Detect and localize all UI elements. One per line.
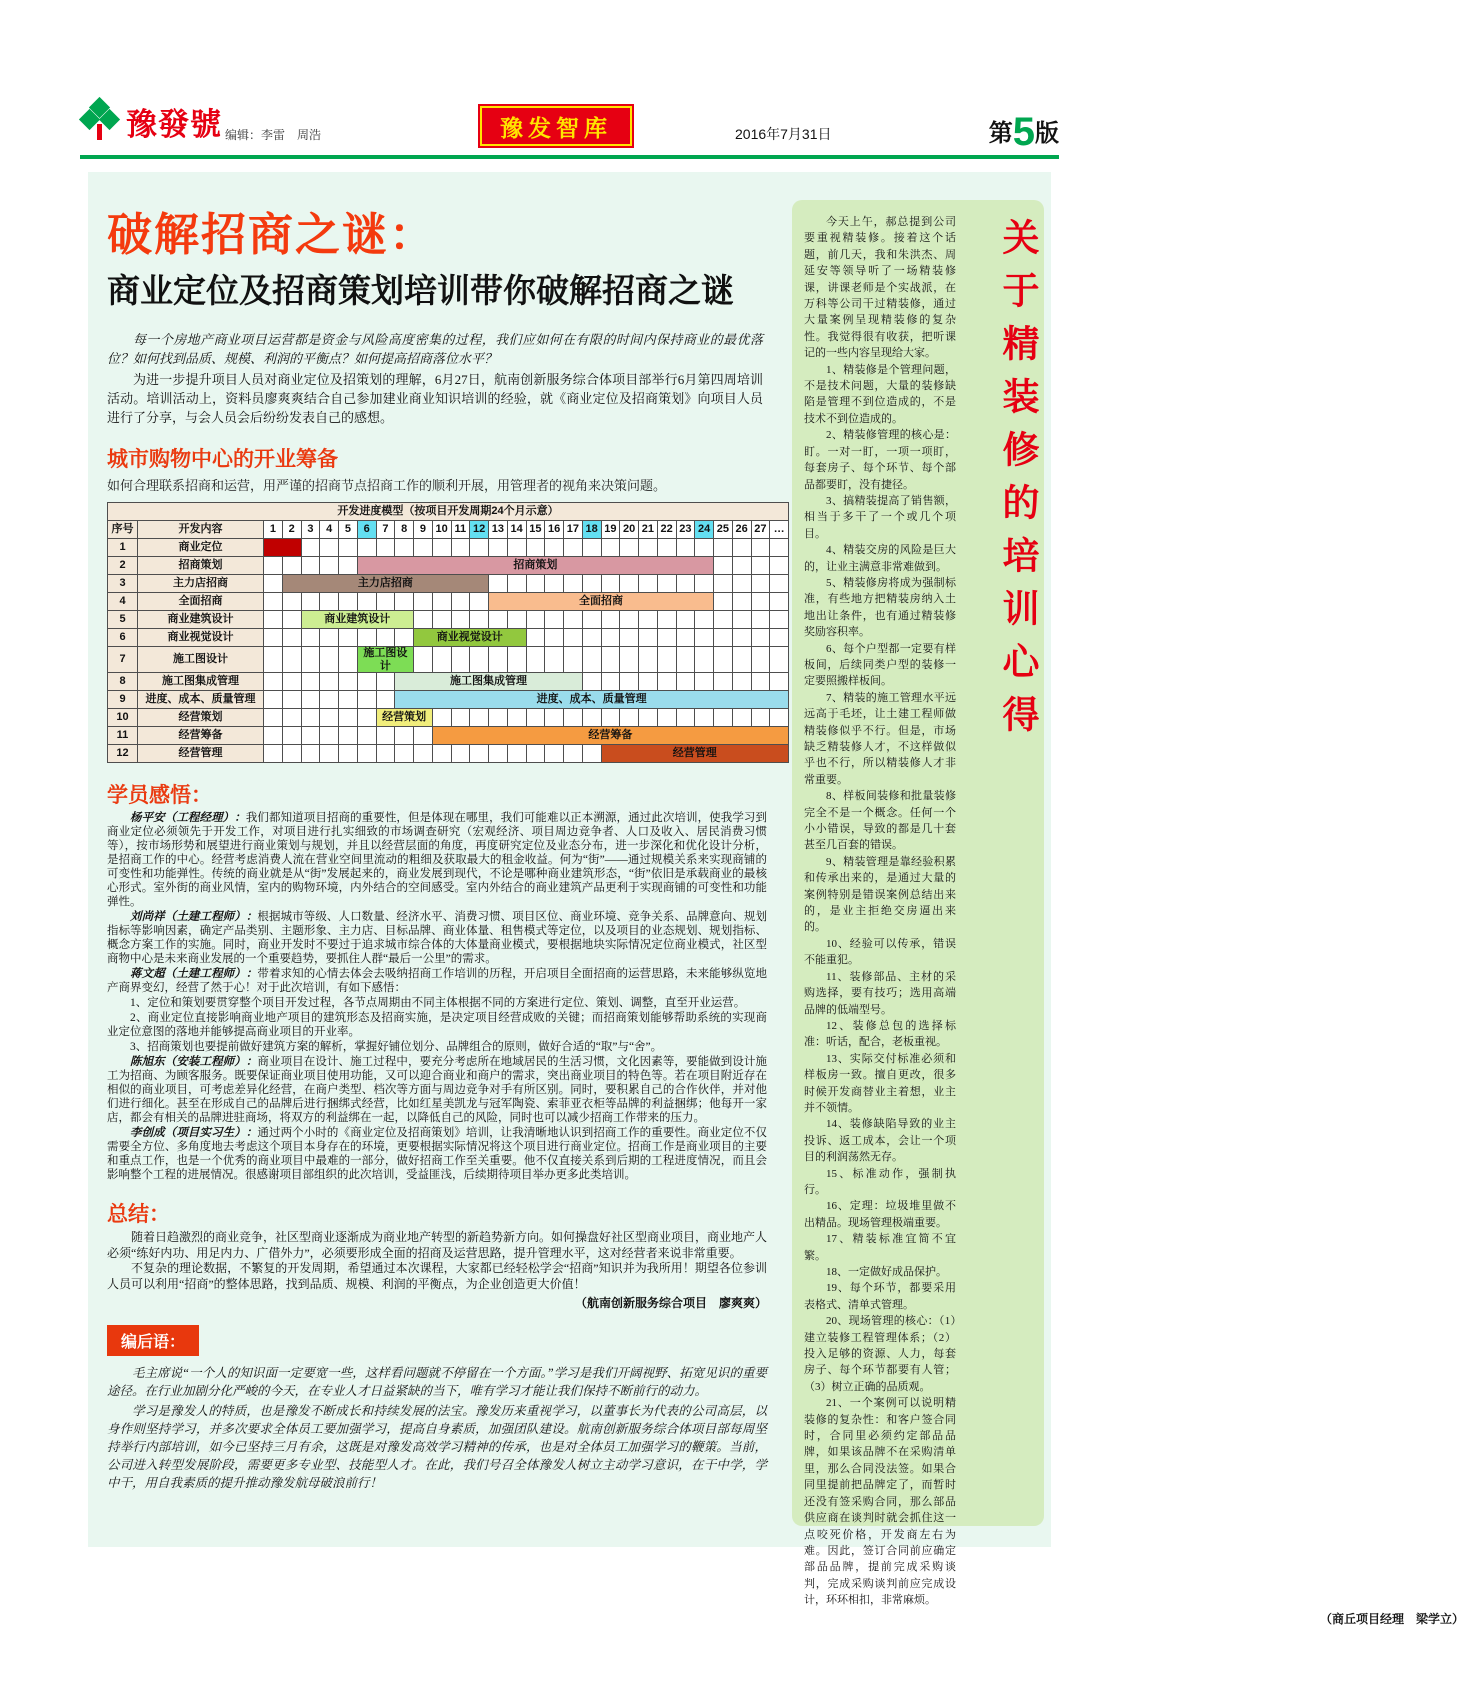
sidebar-item: 9、精装管理是靠经验积累和传承出来的，是通过大量的案例特别是错误案例总结出来的，是业主拒绝交房逼出来的。 — [804, 855, 956, 934]
feedback-paragraph: 杨平安（工程经理）：我们都知道项目招商的重要性，但是体现在哪里，我们可能难以正本溯源，通过此次培训，使我学习到商业定位必须领先于开发工作，对项目进行扎实细致的市场调查研究（宏观经济、项目周边竞争者、人口及收入、居民消费习惯等），按市场形势和展望进行商业策划与规划，并且以经营层面的角度，再度研究定位及业态分布，进一步深化和优化设计分析，是招商工作的中心。经营考虑消费人流在营业空间里流动的粗细及获取最大的租金收益。何为“街”——通过规模关系来实现商铺的可变性和功能弹性。传统的商业就是从“街”发展起来的，商业发展到现代，不论是哪种商业建筑形态，“街”依旧是承载商业的最核心形式。室外街的商业风情，室内的购物环境，内外结合的空间感受。室内外结合的商业建筑产品更利于实现商铺的可变性和功能弹性。 — [107, 812, 768, 909]
editors-note — [107, 1325, 767, 1492]
feedback-point: 3、招商策划也要提前做好建筑方案的解析，掌握好铺位划分、品牌组合的原则，做好合适的“取”与“舍”。 — [130, 1041, 663, 1054]
sidebar-item: 17、精装标准宜简不宜繁。 — [804, 1233, 956, 1262]
gantt-task-row: 1 商业定位 — [108, 539, 789, 557]
sidebar-item: 14、装修缺陷导致的业主投诉、返工成本，会让一个项目的利润荡然无存。 — [804, 1118, 956, 1164]
feedback-paragraph: 李创成（项目实习生）：通过两个小时的《商业定位及招商策划》培训，让我清晰地认识到招商工作的重要性。商业定位不仅需要全方位、多角度地去考虑这个项目本身存在的环境，更要根据实际情况将这个项目进行商业定位。招商工作是商业项目的主要和重点工作，也是一个优秀的商业项目中最难的一部分，做好招商工作至关重要。他不仅直接关系到后期的工程进度情况，而且会影响整个工程的进展情况。很感谢项目部组织的此次培训，受益匪浅，后续期待项目举办更多此类培训。 — [107, 1127, 767, 1182]
gantt-task-row: 5 商业建筑设计 商业建筑设计 — [108, 611, 789, 629]
gantt-bar: 全面招商 — [489, 593, 714, 611]
feedback-point: 1、定位和策划要贯穿整个项目开发过程，各节点周期由不同主体根据不同的方案进行定位、策划、调整，直至开业运营。 — [130, 997, 746, 1010]
gantt-task-row: 8 施工图集成管理 施工图集成管理 — [108, 673, 789, 691]
editors-note-paragraph: 学习是豫发人的特质，也是豫发不断成长和持续发展的法宝。豫发历来重视学习，以董事长为代表的公司高层，以身作则坚持学习，并多次要求全体员工要加强学习，提高自身素质，加强团队建设。航南创新服务综合体项目部每周坚持举行内部培训，如今已坚持三月有余，这既是对豫发高效学习精神的传承，也是对全体员工加强学习的鞭策。当前，公司进入转型发展阶段，需要更多专业型、技能型人才。在此，我们号召全体豫发人树立主动学习意识，在干中学，学中干，用自我素质的提升推动豫发航母破浪前行！ — [107, 1404, 767, 1491]
gantt-bar: 经营管理 — [601, 745, 789, 763]
masthead — [80, 92, 1059, 154]
sidebar-item: 6、每个户型都一定要有样板间，后续同类户型的装修一定要照搬样板间。 — [804, 642, 956, 688]
sidebar-item: 7、精装的施工管理水平远远高于毛坯，让土建工程师做精装修似乎不行。但是，市场缺乏精装修人才，不这样做似乎也不行，所以精装修人才非常重要。 — [804, 691, 956, 786]
summary-paragraph: 随着日趋激烈的商业竞争，社区型商业逐渐成为商业地产转型的新趋势新方向。如何操盘好社区型商业项目，商业地产人必须“练好内功、用足内力、广借外力”，必须要形成全面的招商及运营思路，提升管理水平，这对经营者来说非常重要。 — [107, 1230, 768, 1260]
gantt-bar: 经营策划 — [376, 709, 432, 727]
gantt-task-row: 9 进度、成本、质量管理 进度、成本、质量管理 — [108, 691, 789, 709]
section-heading: 城市购物中心的开业筹备 — [107, 448, 338, 471]
gantt-bar: 经营筹备 — [432, 727, 788, 745]
sidebar-item: 15、标准动作，强制执行。 — [804, 1167, 956, 1196]
gantt-task-row: 3 主力店招商 主力店招商 — [108, 575, 789, 593]
sidebar-item: 4、精装交房的风险是巨大的，让业主满意非常难做到。 — [804, 544, 956, 573]
gantt-bar: 施工图设计 — [357, 647, 413, 673]
gantt-task-row: 11 经营筹备 经营筹备 — [108, 727, 789, 745]
feedback-point: 2、商业定位直接影响商业地产项目的建筑形态及招商实施，是决定项目经营成败的关键；而招商策划能够帮助系统的实现商业定位意图的落地并能够提高商业项目的开业率。 — [107, 1012, 767, 1039]
sidebar-item: 3、搞精装提高了销售额，相当于多干了一个或几个项目。 — [804, 494, 956, 540]
sidebar-item: 10、经验可以传承，错误不能重犯。 — [804, 937, 956, 967]
sidebar-item: 13、实际交付标准必须和样板房一致。擅自更改，很多时候开发商替业主着想，业主并不领情。 — [804, 1052, 956, 1114]
sidebar-item: 5、精装修房将成为强制标准，有些地方把精装房纳入土地出让条件，也有通过精装修奖励容积率。 — [804, 576, 956, 639]
sidebar-item: 2、精装修管理的核心是：盯。一对一盯，一项一项盯，每套房子、每个环节、每个部品都要盯，没有捷径。 — [804, 429, 956, 491]
editors-note-badge: 编后语： — [107, 1325, 199, 1356]
article-subtitle: 商业定位及招商策划培训带你破解招商之谜 — [107, 272, 734, 309]
green-divider — [80, 155, 1059, 159]
gantt-table — [107, 502, 789, 763]
gantt-task-row: 12 经营管理 经营管理 — [108, 745, 789, 763]
gantt-bar: 施工图集成管理 — [395, 673, 583, 691]
sidebar-signature: （商丘项目经理 梁学立） — [1319, 1611, 1464, 1626]
sidebar-item: 12、装修总包的选择标准：听话，配合，老板重视。 — [804, 1019, 956, 1049]
gantt-bar — [264, 539, 302, 557]
sidebar-item: 20、现场管理的核心：（1）建立装修工程管理体系；（2）投入足够的资源、人力，每套房子、每个环节都要有人管；（3）树立正确的品质观。 — [804, 1315, 956, 1393]
issue-date: 2016年7月31日 — [735, 126, 832, 142]
sidebar-column — [792, 200, 1464, 1626]
sidebar-item: 16、定理：垃圾堆里做不出精品。现场管理极端重要。 — [804, 1200, 956, 1229]
gantt-task-row: 6 商业视觉设计 商业视觉设计 — [108, 629, 789, 647]
feedback-paragraph: 刘尚祥（土建工程师）：根据城市等级、人口数量、经济水平、消费习惯、项目区位、商业环境、竞争关系、品牌意向、规划指标等影响因素，确定产品类别、主题形象、主力店、目标品牌、商业体量、租售模式等定位，以及项目的业态规划、规划指标、概念方案工作的实施。同时，商业开发时不要过于追求城市综合体的大体量商业模式，要根据地块实际情况定位商业模式，社区型商物中心是未来商业发展的一个重要趋势，要抓住人群“最后一公里”的需求。 — [107, 911, 767, 966]
newspaper-logo — [80, 98, 222, 144]
feedback-paragraph: 蒋文超（土建工程师）：带着求知的心情去体会去吸纳招商工作培训的历程，开启项目全面招商的运营思路，未来能够纵览地产商界变幻，经营了然于心！对于此次培训，有如下感悟： — [107, 968, 767, 995]
intro-paragraph: 每一个房地产商业项目运营都是资金与风险高度密集的过程，我们应如何在有限的时间内保持商业的最优落位？如何找到品质、规模、利润的平衡点？如何提高招商落位水平？ — [107, 332, 763, 366]
gantt-bar: 进度、成本、质量管理 — [395, 691, 789, 709]
sidebar-item: 8、样板间装修和批量装修完全不是一个概念。任何一个小小错误，导致的都是几十套甚至几百套的错误。 — [804, 790, 956, 852]
gantt-task-row: 4 全面招商 全面招商 — [108, 593, 789, 611]
summary-heading: 总结： — [107, 1203, 170, 1227]
editors-note-paragraph: 毛主席说“一个人的知识面一定要宽一些，这样看问题就不停留在一个方面。”学习是我们开阔视野、拓宽见识的重要途径。在行业加剧分化严峻的今天，在专业人才日益紧缺的当下，唯有学习才能让我们保持不断前行的动力。 — [107, 1366, 767, 1399]
page-number: 第5版 — [988, 110, 1059, 154]
gantt-bar: 招商策划 — [357, 557, 713, 575]
feedback-list — [107, 811, 791, 1182]
main-article-column — [107, 198, 791, 1494]
sidebar-item: 11、装修部品、主材的采购选择，要有技巧；选用高端品牌的低端型号。 — [804, 970, 956, 1016]
feedback-paragraph: 陈旭东（安装工程师）：商业项目在设计、施工过程中，要充分考虑所在地域居民的生活习惯，文化因素等，要能做到设计施工为招商、为顾客服务。既要保证商业项目使用功能，又可以迎合商业和商户的需求，突出商业项目的特色等。若在项目附近存在相似的商业项目，可考虑差异化经营，在商户类型、档次等方面与周边竞争对手有所区别。同时，要积累自己的合作伙伴，并对他们进行细化。甚至在形成自己的品牌后进行捆绑式经营，比如红星美凯龙与冠军陶瓷、索菲亚衣柜等品牌的利益捆绑；他每开一家店，都会有相关的品牌进驻商场，将双方的利益绑在一起，以降低自己的风险，同时也可以减少招商工作带来的压力。 — [107, 1056, 767, 1125]
gantt-task-row: 2 招商策划 招商策划 — [108, 557, 789, 575]
sidebar-item: 18、一定做好成品保护。 — [826, 1266, 947, 1278]
article-title: 破解招商之谜： — [107, 209, 437, 260]
sidebar-item: 21、一个案例可以说明精装修的复杂性：和客户签合同时，合同里必须约定部品品牌，如果该品牌不在采购清单里，那么合同没法签。如果合同里提前把品牌定了，而暂时还没有签采购合同，那么部品供应商在谈判时就会抓住这一点咬死价格，开发商左右为难。因此，签订合同前应确定部品品牌，提前完成采购谈判，完成采购谈判前应完成设计，环环相扣，非常麻烦。 — [804, 1397, 956, 1607]
gantt-task-row: 7 施工图设计 施工图设计 — [108, 647, 789, 673]
section-subtext: 如何合理联系招商和运营，用严谨的招商节点招商工作的顺利开展，用管理者的视角来决策问题。 — [107, 478, 667, 493]
logo-text: 豫發號 — [126, 106, 222, 142]
summary-signature: （航南创新服务综合项目 廖爽爽） — [574, 1296, 767, 1311]
gantt-bar: 商业建筑设计 — [301, 611, 414, 629]
masthead-badge: 豫发智库 — [480, 106, 632, 146]
sidebar-intro: 今天上午，郝总提到公司要重视精装修。接着这个话题，前几天，我和朱洪杰、周延安等领导听了一场精装修课，讲课老师是个实战派，在万科等公司干过精装修，通过大量案例呈现精装修的复杂性。我觉得很有收获，把听课记的一些内容呈现给大家。 — [804, 216, 956, 360]
intro-paragraph: 为进一步提升项目人员对商业定位及招策划的理解，6月27日，航南创新服务综合体项目部举行6月第四周培训活动。培训活动上，资料员廖爽爽结合自己参加建业商业知识培训的经验，就《商业定位及招商策划》向项目人员进行了分享，与会人员会后纷纷发表自己的感想。 — [107, 372, 763, 425]
feedback-heading: 学员感悟： — [107, 784, 212, 808]
gantt-bar: 商业视觉设计 — [414, 629, 527, 647]
summary-paragraph: 不复杂的理论数据，不繁复的开发周期，希望通过本次课程，大家都已经轻松学会“招商”知识并为我所用！期望各位参训人员可以利用“招商”的整体思路，找到品质、规模、利润的平衡点，为企业创造更大价值！ — [107, 1261, 767, 1291]
sidebar-item: 19、每个环节，都要采用表格式、清单式管理。 — [804, 1282, 956, 1311]
sidebar-vertical-title: 关于精装修的培训心得 — [997, 218, 1038, 748]
clover-logo-icon — [80, 98, 120, 144]
sidebar-item: 1、精装修是个管理问题，不是技术问题，大量的装修缺陷是管理不到位造成的，不是技术不到位造成的。 — [804, 363, 956, 425]
gantt-title-row: 开发进度模型（按项目开发周期24个月示意） — [108, 503, 789, 521]
gantt-bar: 主力店招商 — [282, 575, 488, 593]
content-panel — [88, 172, 1464, 1626]
editors-credit: 编辑：李雷 周浩 — [225, 128, 322, 142]
gantt-task-row: 10 经营策划 经营策划 — [108, 709, 789, 727]
gantt-header-row: 序号 开发内容 1 2 3 4 5 6 7 8 9 10 11 12 13 14 15 16 17 18 19 20 21 22 23 24 25 26 27 … — [108, 521, 789, 539]
